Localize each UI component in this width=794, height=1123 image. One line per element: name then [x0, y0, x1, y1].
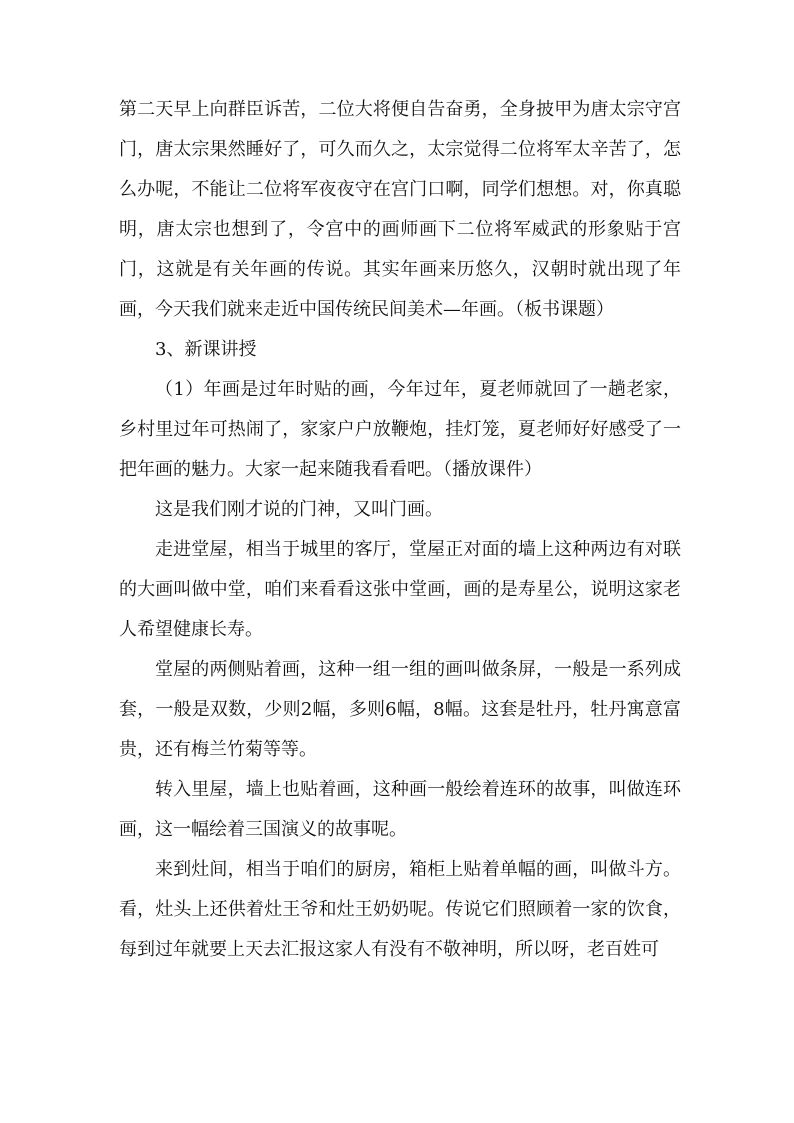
paragraph-hanging-screens: 堂屋的两侧贴着画，这种一组一组的画叫做条屏，一般是一系列成套，一般是双数，少则2幅，多则6幅，8幅。这套是牡丹，牡丹寓意富贵，还有梅兰竹菊等等。	[119, 659, 681, 760]
paragraph-door-gods: 这是我们刚才说的门神，又叫门画。	[155, 499, 443, 520]
paragraph-legend-continuation: 第二天早上向群臣诉苦，二位大将便自告奋勇，全身披甲为唐太宗守宫门，唐太宗果然睡好了，可久而久之，太宗觉得二位将军太辛苦了，怎么办呢，不能让二位将军夜夜守在宫门口啊，同学们想想。对，你真聪明，唐太宗也想到了，令宫中的画师画下二位将军威武的形象贴于宫门，这就是有关年画的传说。其实年画来历悠久，汉朝时就出现了年画，今天我们就来走近中国传统民间美术—年画。（板书课题）	[119, 99, 681, 320]
document-body	[119, 90, 681, 970]
paragraph-central-hall: 走进堂屋，相当于城里的客厅，堂屋正对面的墙上这种两边有对联的大画叫做中堂，咱们来看看这张中堂画，画的是寿星公，说明这家老人希望健康长寿。	[119, 539, 681, 640]
paragraph-kitchen-doufang: 来到灶间，相当于咱们的厨房，箱柜上贴着单幅的画，叫做斗方。看，灶头上还供着灶王爷和灶王奶奶呢。传说它们照顾着一家的饮食，每到过年就要上天去汇报这家人有没有不敬神明，所以呀，老百姓可	[119, 859, 681, 960]
section-heading-new-lesson: 3、新课讲授	[155, 339, 257, 360]
paragraph-comic-pictures: 转入里屋，墙上也贴着画，这种画一般绘着连环的故事，叫做连环画，这一幅绘着三国演义的故事呢。	[119, 779, 681, 840]
paragraph-new-year-pictures: （1）年画是过年时贴的画，今年过年，夏老师就回了一趟老家，乡村里过年可热闹了，家家户户放鞭炮，挂灯笼，夏老师好好感受了一把年画的魅力。大家一起来随我看看吧。（播放课件）	[119, 379, 681, 480]
